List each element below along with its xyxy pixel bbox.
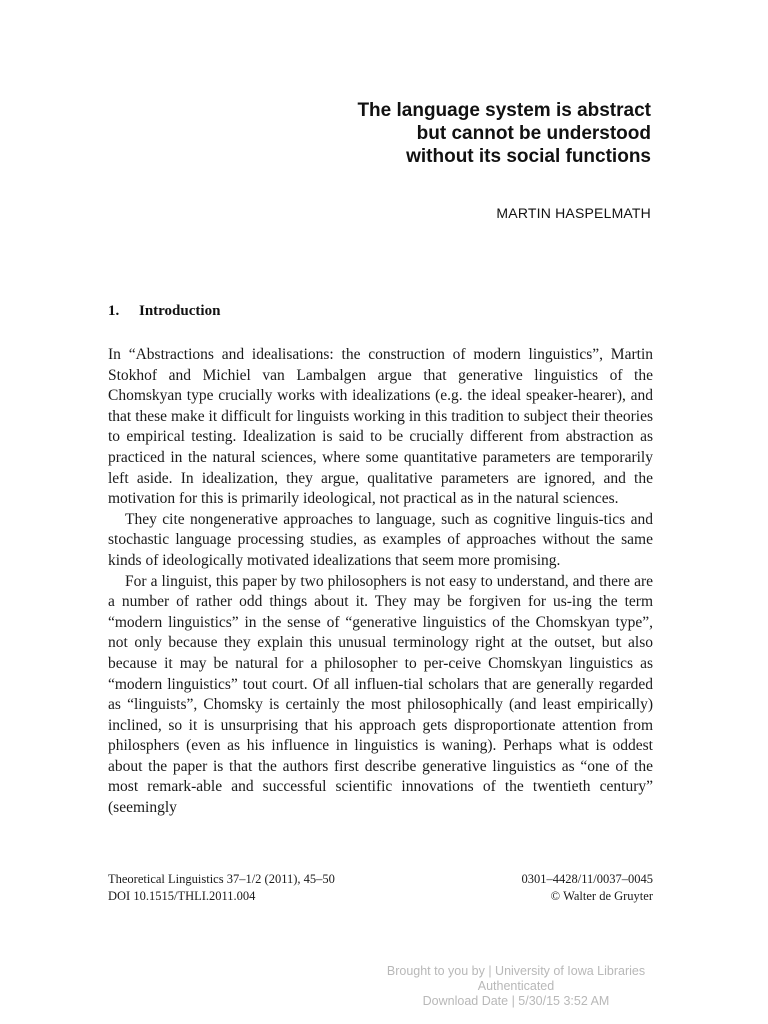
article-title: [191, 99, 651, 168]
watermark-line-3: Download Date | 5/30/15 3:52 AM: [422, 994, 610, 1008]
footer-right: [522, 871, 653, 905]
publisher: © Walter de Gruyter: [550, 889, 653, 903]
page-footer: [108, 871, 653, 905]
author-name: MARTIN HASPELMATH: [496, 205, 651, 221]
issn: 0301–4428/11/0037–0045: [521, 872, 653, 886]
footer-left: [108, 871, 335, 905]
section-title: Introduction: [139, 303, 221, 319]
section-heading: [108, 303, 220, 320]
watermark-line-2: Authenticated: [477, 979, 555, 993]
watermark-line-1: Brought to you by | University of Iowa Libraries: [386, 964, 646, 978]
download-watermark: [360, 964, 672, 1009]
doi: DOI 10.1515/THLI.2011.004: [108, 889, 256, 903]
body-text: [108, 345, 653, 819]
title-line-1: The language system is abstract: [357, 100, 651, 121]
title-line-3: without its social functions: [406, 146, 651, 167]
journal-citation: Theoretical Linguistics 37–1/2 (2011), 45–50: [108, 872, 335, 886]
paragraph-3: For a linguist, this paper by two philosophers is not easy to understand, and there are a number of rather odd things about it. They may be forgiven for us-ing the term “modern linguistics” in the sense of “generative linguistics of the Chomskyan type”, not only because they explain this unusual terminology right at the outset, but also because it may be natural for a philosopher to per-ceive Chomskyan linguistics as “modern linguistics” tout court. Of all influen-tial scholars that are generally regarded as “linguists”, Chomsky is certainly the most philosophically (and least empirically) inclined, so it is unsurprising that his approach gets disproportionate attention from philosphers (even as his influence in linguistics is waning). Perhaps what is oddest about the paper is that the authors first describe generative linguistics as “one of the most remark-able and successful scientific innovations of the twentieth century” (seemingly: [108, 572, 653, 817]
paragraph-1: In “Abstractions and idealisations: the construction of modern linguistics”, Martin Stokhof and Michiel van Lambalgen argue that generative linguistics of the Chomskyan type crucially works with idealizations (e.g. the ideal speaker-hearer), and that these make it difficult for linguists working in this tradition to subject their theories to empirical testing. Idealization is said to be crucially different from abstraction as practiced in the natural sciences, where some quantitative parameters are temporarily left aside. In idealization, they argue, qualitative parameters are ignored, and the motivation for this is primarily ideological, not practical as in the natural sciences.: [108, 346, 653, 508]
section-number: 1.: [108, 303, 120, 319]
paragraph-2: They cite nongenerative approaches to language, such as cognitive linguis-tics and stochastic language processing studies, as examples of approaches without the same kinds of ideologically motivated idealizations that seem more promising.: [108, 510, 653, 569]
title-line-2: but cannot be understood: [416, 123, 651, 144]
